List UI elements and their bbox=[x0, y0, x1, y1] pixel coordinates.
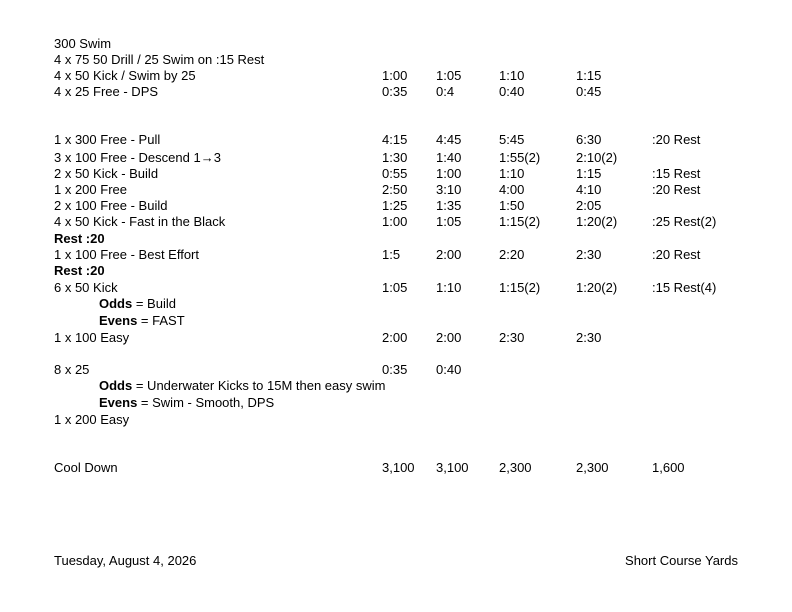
interval-4: 2:30 bbox=[576, 247, 602, 262]
workout-line bbox=[54, 198, 754, 214]
interval-2: 2:00 bbox=[436, 330, 462, 345]
interval-4: 1:20(2) bbox=[576, 214, 618, 229]
workout-line bbox=[54, 362, 754, 378]
interval-2: 1:40 bbox=[436, 150, 462, 165]
note-key: Evens bbox=[99, 395, 138, 410]
rest-note: :20 Rest bbox=[652, 132, 701, 147]
interval-3: 1:10 bbox=[499, 68, 525, 83]
interval-4: 1:20(2) bbox=[576, 280, 618, 295]
workout-note-line bbox=[54, 395, 754, 411]
interval-3: 1:15(2) bbox=[499, 280, 541, 295]
interval-2: 1:35 bbox=[436, 198, 462, 213]
interval-4: 2:05 bbox=[576, 198, 602, 213]
set-label: 300 Swim bbox=[54, 36, 112, 51]
set-label: 4 x 50 Kick / Swim by 25 bbox=[54, 68, 196, 83]
workout-line bbox=[54, 231, 754, 247]
note-key: Evens bbox=[99, 313, 138, 328]
interval-4: 1:15 bbox=[576, 166, 602, 181]
set-label: 1 x 300 Free - Pull bbox=[54, 132, 161, 147]
workout-line bbox=[54, 52, 754, 68]
interval-1: 2:00 bbox=[382, 330, 408, 345]
interval-3: 4:00 bbox=[499, 182, 525, 197]
interval-4: 6:30 bbox=[576, 132, 602, 147]
workout-line bbox=[54, 330, 754, 346]
set-label: 6 x 50 Kick bbox=[54, 280, 118, 295]
note-text: = FAST bbox=[137, 313, 185, 328]
interval-2: 0:40 bbox=[436, 362, 462, 377]
interval-3: 0:40 bbox=[499, 84, 525, 99]
interval-2: 1:05 bbox=[436, 214, 462, 229]
interval-1: 1:30 bbox=[382, 150, 408, 165]
workout-line bbox=[54, 247, 754, 263]
totals-line bbox=[54, 460, 754, 476]
set-label: 2 x 50 Kick - Build bbox=[54, 166, 159, 181]
workout-note-line bbox=[54, 378, 754, 394]
set-label: 4 x 50 Kick - Fast in the Black bbox=[54, 214, 226, 229]
rest-note: :15 Rest bbox=[652, 166, 701, 181]
rest-heading: Rest :20 bbox=[54, 231, 105, 246]
set-label: 2 x 100 Free - Build bbox=[54, 198, 168, 213]
interval-4: 0:45 bbox=[576, 84, 602, 99]
note-key: Odds bbox=[99, 296, 133, 311]
interval-4: 2:30 bbox=[576, 330, 602, 345]
workout-note-line bbox=[54, 296, 754, 312]
interval-2: 2:00 bbox=[436, 247, 462, 262]
interval-2: 0:4 bbox=[436, 84, 455, 99]
workout-note-line bbox=[54, 313, 754, 329]
total-5: 1,600 bbox=[652, 460, 685, 475]
interval-3: 2:20 bbox=[499, 247, 525, 262]
interval-3: 2:30 bbox=[499, 330, 525, 345]
total-4: 2,300 bbox=[576, 460, 609, 475]
interval-1: 0:35 bbox=[382, 362, 408, 377]
workout-line bbox=[54, 150, 754, 166]
set-label: 3 x 100 Free - Descend 1→3 bbox=[54, 150, 221, 165]
workout-line bbox=[54, 84, 754, 100]
interval-1: 1:00 bbox=[382, 68, 408, 83]
interval-4: 1:15 bbox=[576, 68, 602, 83]
interval-2: 1:10 bbox=[436, 280, 462, 295]
workout-line bbox=[54, 68, 754, 84]
footer-course: Short Course Yards bbox=[625, 553, 738, 568]
note-text: = Build bbox=[132, 296, 176, 311]
set-label: 4 x 75 50 Drill / 25 Swim on :15 Rest bbox=[54, 52, 265, 67]
total-2: 3,100 bbox=[436, 460, 469, 475]
note-text: = Swim - Smooth, DPS bbox=[137, 395, 275, 410]
workout-line bbox=[54, 263, 754, 279]
interval-1: 2:50 bbox=[382, 182, 408, 197]
rest-note: :20 Rest bbox=[652, 182, 701, 197]
workout-line bbox=[54, 412, 754, 428]
interval-3: 1:10 bbox=[499, 166, 525, 181]
interval-1: 4:15 bbox=[382, 132, 408, 147]
interval-2: 3:10 bbox=[436, 182, 462, 197]
interval-2: 4:45 bbox=[436, 132, 462, 147]
interval-2: 1:05 bbox=[436, 68, 462, 83]
set-label: 1 x 200 Easy bbox=[54, 412, 130, 427]
interval-3: 1:15(2) bbox=[499, 214, 541, 229]
total-3: 2,300 bbox=[499, 460, 532, 475]
cool-down-label: Cool Down bbox=[54, 460, 118, 475]
set-label: 8 x 25 bbox=[54, 362, 90, 377]
workout-line bbox=[54, 166, 754, 182]
rest-note: :15 Rest(4) bbox=[652, 280, 717, 295]
set-label: 1 x 100 Free - Best Effort bbox=[54, 247, 199, 262]
rest-note: :25 Rest(2) bbox=[652, 214, 717, 229]
set-label: 4 x 25 Free - DPS bbox=[54, 84, 159, 99]
interval-1: 0:35 bbox=[382, 84, 408, 99]
interval-1: 1:25 bbox=[382, 198, 408, 213]
footer-date: Tuesday, August 4, 2026 bbox=[54, 553, 197, 568]
interval-3: 1:55(2) bbox=[499, 150, 541, 165]
interval-1: 1:5 bbox=[382, 247, 401, 262]
interval-2: 1:00 bbox=[436, 166, 462, 181]
workout-line bbox=[54, 132, 754, 148]
set-label: 1 x 200 Free bbox=[54, 182, 127, 197]
workout-line bbox=[54, 36, 754, 52]
note-text: = Underwater Kicks to 15M then easy swim bbox=[132, 378, 386, 393]
total-1: 3,100 bbox=[382, 460, 415, 475]
interval-4: 4:10 bbox=[576, 182, 602, 197]
interval-4: 2:10(2) bbox=[576, 150, 618, 165]
workout-line bbox=[54, 182, 754, 198]
note-key: Odds bbox=[99, 378, 133, 393]
interval-1: 1:00 bbox=[382, 214, 408, 229]
interval-1: 1:05 bbox=[382, 280, 408, 295]
workout-line bbox=[54, 214, 754, 230]
workout-line bbox=[54, 280, 754, 296]
interval-1: 0:55 bbox=[382, 166, 408, 181]
interval-3: 1:50 bbox=[499, 198, 525, 213]
interval-3: 5:45 bbox=[499, 132, 525, 147]
rest-heading: Rest :20 bbox=[54, 263, 105, 278]
set-label: 1 x 100 Easy bbox=[54, 330, 130, 345]
rest-note: :20 Rest bbox=[652, 247, 701, 262]
